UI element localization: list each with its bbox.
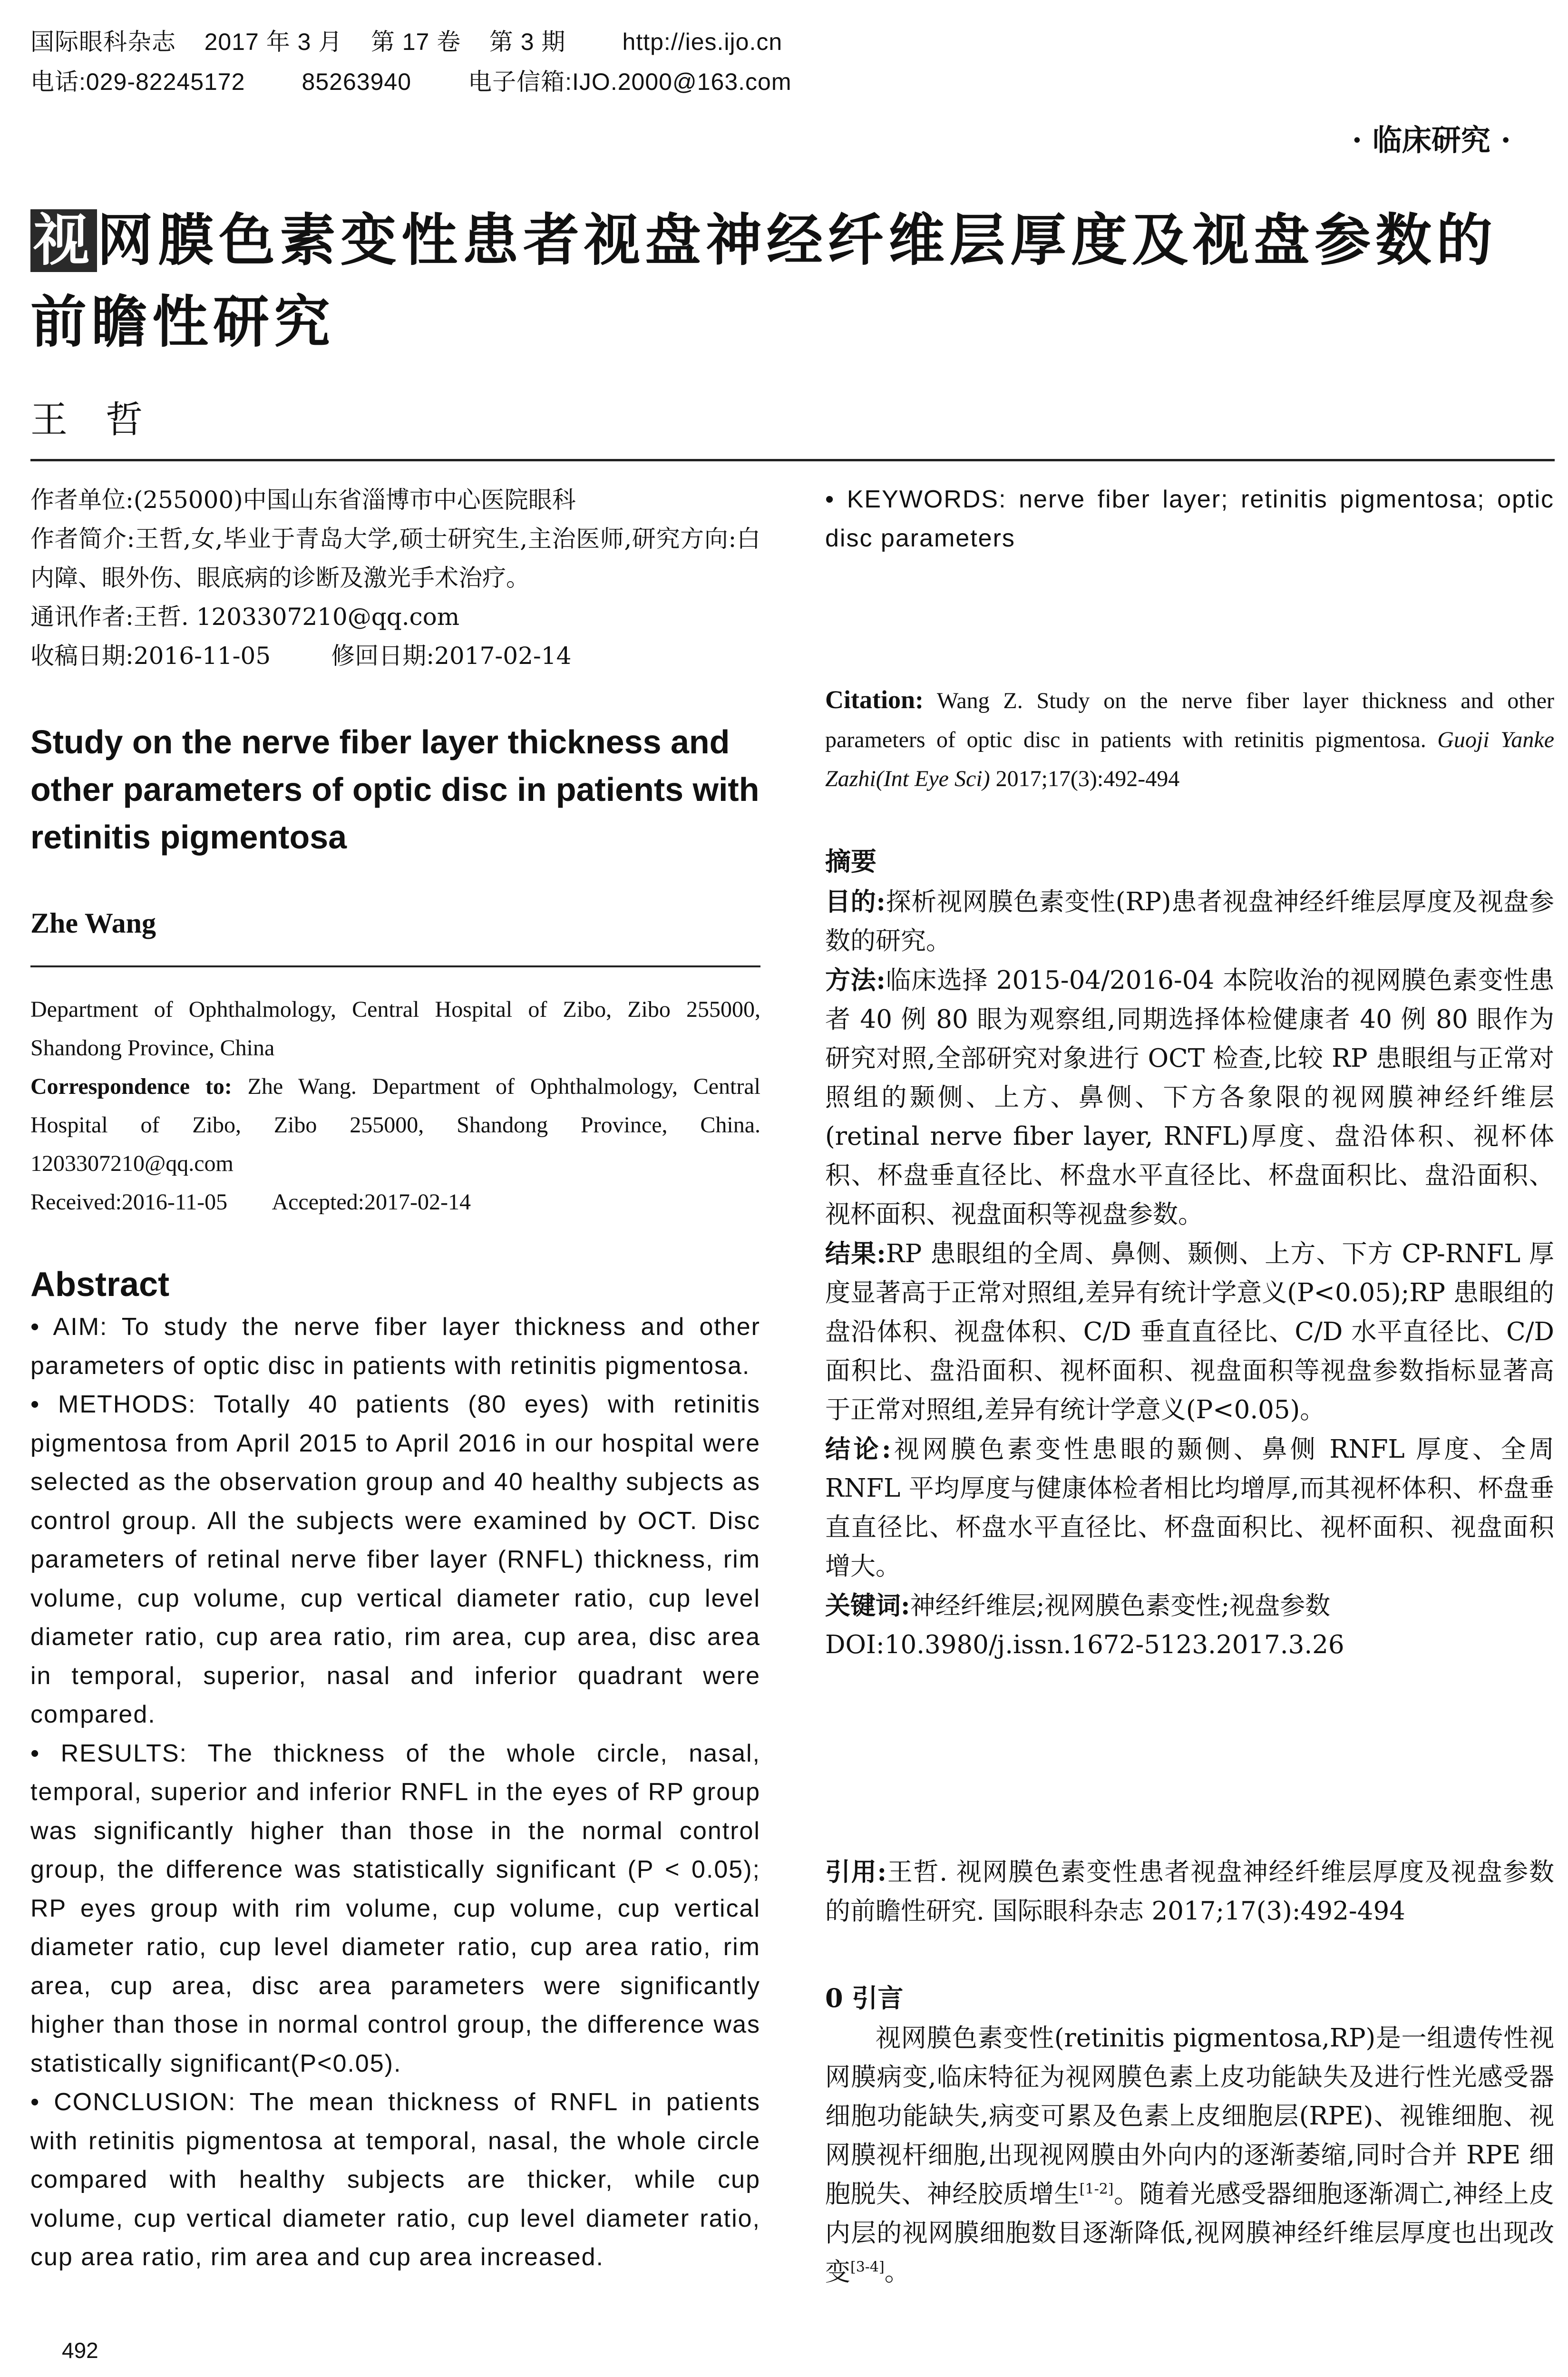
en-dept: Department of Ophthalmology, Central Hospital of Zibo, Zibo 255000, Shandong Province, China: [30, 997, 760, 1061]
aim-label: • AIM:: [30, 1313, 108, 1341]
abstract-results: [30, 1734, 760, 2084]
author-cn: 王哲: [30, 399, 181, 441]
citation-text: Wang Z. Study on the nerve fiber layer thickness and other parameters of optic disc in patients with retinitis pigmentosa.: [825, 688, 1554, 752]
intro-ref-1: [1-2]: [1079, 2181, 1114, 2198]
running-header-line1: 国际眼科杂志 2017 年 3 月 第 17 卷 第 3 期 http://ies.ijo.cn: [30, 29, 783, 55]
affil-bio: 作者简介:王哲,女,毕业于青岛大学,硕士研究生,主治医师,研究方向:白内障、眼外伤、眼底病的诊断及激光手术治疗。: [30, 525, 760, 592]
intro-text: 视网膜色素变性(retinitis pigmentosa,RP)是一组遗传性视网膜病变,临床特征为视网膜色素上皮功能缺失及进行性光感受器细胞功能缺失,病变可累及色素上皮细胞层(RPE)、视锥细胞、视网膜视杆细胞,出现视网膜由外向内的逐渐萎缩,同时合并 RPE 细胞脱失、神经胶质增生: [825, 2024, 1554, 2209]
citation-cn: [825, 1852, 1554, 1931]
intro-paragraph: [825, 2019, 1554, 2292]
methods-text: Totally 40 patients (80 eyes) with retinitis pigmentosa from April 2015 to April 2016 in our hospital were selected as the observation group and 40 healthy subjects as control group. All the subjects were examined by OCT. Disc parameters of retinal nerve fiber layer (RNFL) thickness, rim volume, cup volume, cup vertical diameter ratio, cup level diameter ratio, cup area ratio, rim area, cup area, disc area in temporal, superior, nasal and inferior quadrant were compared.: [30, 1391, 761, 1728]
zh-doi: DOI:10.3980/j.issn.1672-5123.2017.3.26: [825, 1630, 1344, 1659]
zh-conclusion-label: 结论:: [825, 1434, 891, 1464]
english-affiliation: [30, 990, 760, 1221]
citation-journal: Guoji Yanke Zazhi(Int Eye Sci): [825, 727, 1555, 791]
zh-aim-text: 探析视网膜色素变性(RP)患者视盘神经纤维层厚度及视盘参数的研究。: [825, 887, 1554, 955]
article-title: [30, 200, 1543, 363]
zh-keywords-label: 关键词:: [825, 1591, 910, 1620]
zh-keywords: [825, 1586, 1554, 1626]
citation-cn-text: 王哲. 视网膜色素变性患者视盘神经纤维层厚度及视盘参数的前瞻性研究. 国际眼科杂志 2017;17(3):492-494: [825, 1858, 1554, 1926]
author-divider: [30, 965, 760, 967]
abstract-body-cont: [825, 480, 1554, 558]
zh-abstract-heading: 摘要: [825, 846, 877, 877]
en-dates: Received:2016-11-05 Accepted:2017-02-14: [30, 1189, 471, 1215]
abstract-conclusion: [30, 2083, 760, 2277]
intro-end: 。: [884, 2258, 910, 2287]
abstract-heading: Abstract: [30, 1266, 170, 1304]
english-title: Study on the nerve fiber layer thickness and other parameters of optic disc in patients with retinitis pigmentosa: [30, 723, 760, 856]
results-label: • RESULTS:: [30, 1739, 187, 1767]
zh-results: [825, 1234, 1554, 1430]
conclusion-label: • CONCLUSION:: [30, 2088, 236, 2116]
running-header-line2: 电话:029-82245172 85263940 电子信箱:IJO.2000@163.com: [30, 68, 792, 95]
intro-text-2: 。随着光感受器细胞逐渐凋亡,神经上皮内层的视网膜细胞数目逐渐降低,视网膜神经纤维层厚度也出现改变: [825, 2180, 1554, 2287]
zh-methods: [825, 961, 1554, 1234]
keywords-text: nerve fiber layer; retinitis pigmentosa; optic disc parameters: [825, 486, 1555, 552]
en-corr: [30, 1067, 760, 1183]
en-corr-text: Zhe Wang. Department of Ophthalmology, Central Hospital of Zibo, Zibo 255000, Shandong Province, China. 1203307210@qq.com: [30, 1074, 760, 1176]
zh-aim: [825, 882, 1554, 961]
abstract-body: [30, 1308, 760, 2277]
abstract-aim: [30, 1308, 760, 1385]
zh-results-text: RP 患眼组的全周、鼻侧、颞侧、上方、下方 CP-RNFL 厚度显著高于正常对照组,差异有统计学意义(P<0.05);RP 患眼组的盘沿体积、视盘体积、C/D 垂直直径比、C/D 水平直径比、C/D 面积比、盘沿面积、视杯面积、视盘面积等视盘参数指标显著高于正常对照组,差异有统计学意义(P<0.05)。: [825, 1239, 1554, 1424]
aim-text: To study the nerve fiber layer thickness and other parameters of optic disc in patients with retinitis pigmentosa.: [30, 1313, 760, 1380]
zh-keywords-text: 神经纤维层;视网膜色素变性;视盘参数: [910, 1591, 1331, 1620]
page-number: 492: [62, 2338, 98, 2363]
zh-methods-label: 方法:: [825, 965, 886, 995]
affil-unit: 作者单位:(255000)中国山东省淄博市中心医院眼科: [30, 486, 576, 514]
intro-ref-2: [3-4]: [850, 2259, 885, 2276]
zh-results-label: 结果:: [825, 1239, 886, 1268]
methods-label: • METHODS:: [30, 1391, 196, 1418]
abstract-methods: [30, 1385, 760, 1734]
zh-aim-label: 目的:: [825, 887, 886, 916]
zh-conclusion: [825, 1430, 1554, 1586]
zh-methods-text: 临床选择 2015-04/2016-04 本院收治的视网膜色素变性患者 40 例 80 眼为观察组,同期选择体检健康者 40 例 80 眼作为研究对照,全部研究对象进行 OCT 检查,比较 RP 患眼组与正常对照组的颞侧、上方、鼻侧、下方各象限的视网膜神经纤维层(retinal nerve fiber layer, RNFL)厚度、盘沿体积、视杯体积、杯盘垂直径比、杯盘水平直径比、杯盘面积比、盘沿面积、视杯面积、视盘面积等视盘参数。: [825, 966, 1554, 1229]
citation-en: [825, 680, 1554, 799]
affil-dates: 收稿日期:2016-11-05 修回日期:2017-02-14: [30, 642, 572, 670]
zh-abstract-body: [825, 882, 1554, 1665]
citation-ref: 2017;17(3):492-494: [990, 766, 1180, 791]
citation-cn-label: 引用:: [825, 1857, 887, 1887]
section-tag: · 临床研究 ·: [1352, 123, 1511, 157]
keywords-label: • KEYWORDS:: [825, 486, 1007, 513]
abstract-keywords: [825, 480, 1554, 558]
title-divider: [30, 459, 1555, 461]
zh-conclusion-text: 视网膜色素变性患眼的颞侧、鼻侧 RNFL 厚度、全周 RNFL 平均厚度与健康体检者相比均增厚,而其视杯体积、杯盘垂直直径比、杯盘水平直径比、杯盘面积比、视杯面积、视盘面积增大。: [825, 1435, 1554, 1581]
english-author: Zhe Wang: [30, 907, 156, 939]
title-first-char: 视: [30, 209, 97, 272]
title-rest: 网膜色素变性患者视盘神经纤维层厚度及视盘参数的前瞻性研究: [30, 209, 1498, 354]
citation-label: Citation:: [825, 685, 924, 714]
intro-heading: 0 引言: [825, 1983, 904, 2013]
affil-corr: 通讯作者:王哲. 1203307210@qq.com: [30, 603, 460, 631]
en-corr-label: Correspondence to:: [30, 1074, 232, 1099]
affiliation-cn: [30, 480, 760, 675]
results-text: The thickness of the whole circle, nasal, temporal, superior and inferior RNFL in the eyes of RP group was significantly higher than those in the normal control group, the difference was statistically significant (P < 0.05); RP eyes group with rim volume, cup volume, cup vertical diameter ratio, cup level diameter ratio, cup area ratio, rim area, cup area, disc area parameters were significantly higher than those in normal control group, the difference was statistically significant(P<0.05).: [30, 1739, 760, 2077]
conclusion-text: The mean thickness of RNFL in patients with retinitis pigmentosa at temporal, nasal, the whole circle compared with healthy subjects are thicker, while cup volume, cup vertical diameter ratio, cup level diameter ratio, cup area ratio, rim area and cup area increased.: [30, 2088, 760, 2271]
